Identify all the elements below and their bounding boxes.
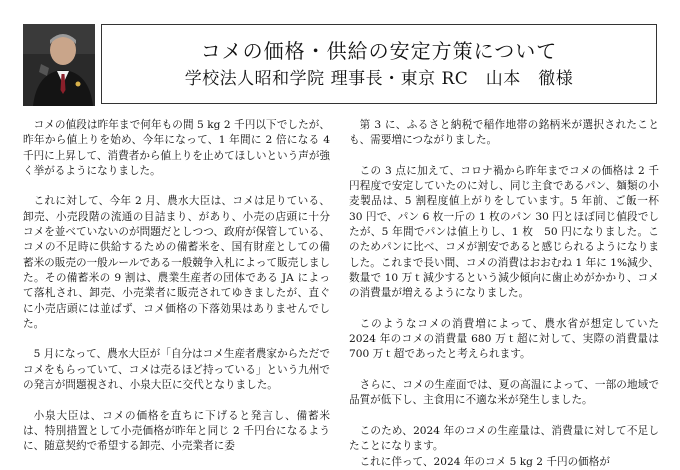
article-column-left	[23, 118, 331, 453]
paragraph: これに伴って、2024 年のコメ 5 kg 2 千円の価格が	[359, 455, 610, 468]
paragraph: これに対して、今年 2 月、農水大臣は、コメは足りている、卸売、小売段階の流通の目詰まり、があり、小売の店頭に十分コメを並べていないのが問題だとしつつ、政府が保管している、コメの不足時に供給するための備蓄米を、国有財産としての備蓄米の販売の一般ルールである一般競争入札によって販売しました。その備蓄米の 9 割は、農業生産者の団体である JA によって落札され、卸売、小売業者に販売されてゆきましたが、直ぐに小売店頭には並ばず、コメ価格の下落効果はありませんでした。	[23, 195, 331, 330]
paragraph: 小泉大臣は、コメの価格を直ちに下げると発言し、備蓄米は、特別措置として小売価格が昨年と同じ 2 千円台になるように、随意契約で希望する卸売、小売業者に委	[23, 409, 330, 453]
page-title: コメの価格・供給の安定方策について	[200, 39, 558, 63]
paragraph: 第 3 に、ふるさと納税で稲作地帯の銘柄米が選択されたことも、需要増につながりました。	[349, 119, 659, 147]
portrait-photo	[23, 24, 95, 106]
article-column-right	[349, 118, 659, 468]
paragraph: さらに、コメの生産面では、夏の高温によって、一部の地域で品質が低下し、主食用に不適な米が発生しました。	[349, 379, 659, 407]
author-line: 学校法人昭和学院 理事長・東京 RC 山本 徹様	[184, 69, 574, 89]
title-box	[101, 24, 657, 104]
portrait-illustration	[23, 24, 95, 106]
paragraph: コメの値段は昨年まで何年もの間 5 kg 2 千円以下でしたが、昨年から値上りを始め、今年になって、1 年間に 2 倍になる 4 千円に上昇して、消費者から値上りを止めてほしいという声が強く挙がるようになりました。	[23, 119, 331, 177]
paragraph: この 3 点に加えて、コロナ禍から昨年までコメの価格は 2 千円程度で安定していたのに対し、同じ主食であるパン、麺類の小麦製品は、5 割程度値上がりをしています。5 年前、ご飯一杯 30 円で、パン 6 枚一斤の 1 枚のパン 30 円とほぼ同じ値段でしたが、5 年間でパンは値上りし、1 枚 50 円になりました。このためパンに比べ、コメが割安であると感じられるようになりました。これまで長い間、コメの消費はおおむね 1 年に 1%減少、数量で 10 万ｔ減少するという減少傾向に歯止めがかかり、コメの消費量が増えるようになりました。	[349, 164, 659, 300]
paragraph: このようなコメの消費増によって、農水省が想定していた 2024 年のコメの消費量 680 万ｔ超に対して、実際の消費量は 700 万ｔ超であったと考えられます。	[349, 317, 659, 361]
paragraph: このため、2024 年のコメの生産量は、消費量に対して不足したことになります。	[349, 424, 659, 453]
paragraph: 5 月になって、農水大臣が「自分はコメ生産者農家からただでコメをもらっていて、コメは売るほど持っている」という九州での発言が問題視され、小泉大臣に交代となりました。	[23, 348, 331, 392]
